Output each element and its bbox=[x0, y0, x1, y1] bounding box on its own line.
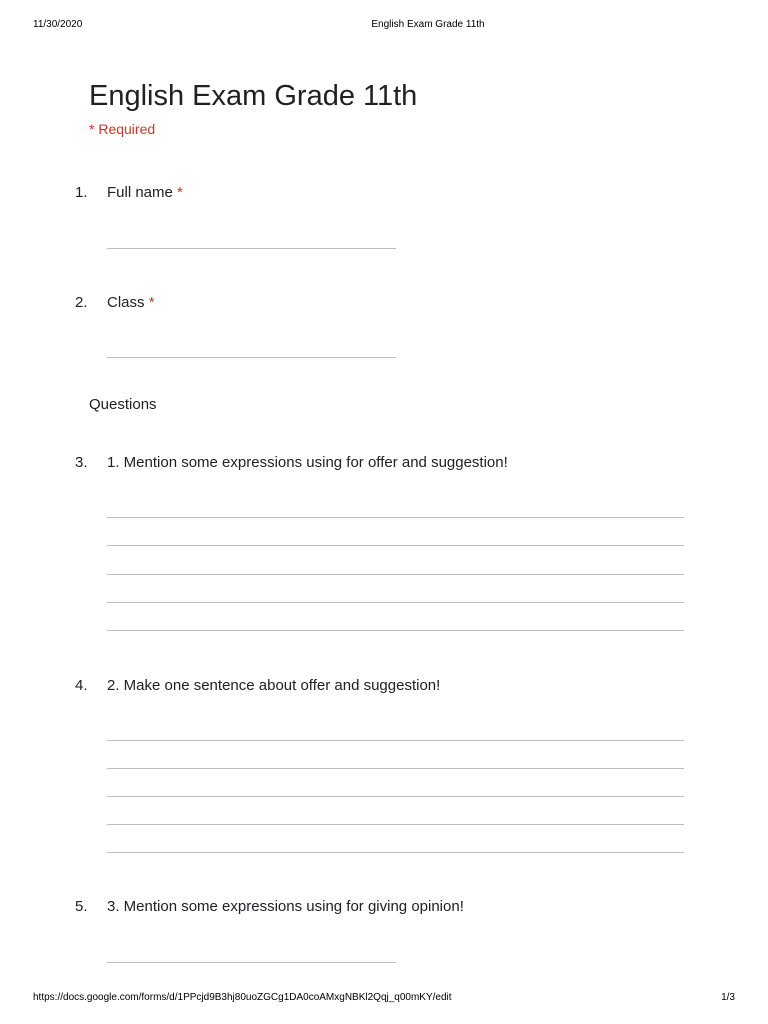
question-label bbox=[107, 294, 155, 311]
question-number: 3. bbox=[75, 454, 88, 471]
required-note: * Required bbox=[89, 121, 156, 137]
print-title: English Exam Grade 11th bbox=[371, 19, 485, 30]
print-date: 11/30/2020 bbox=[33, 19, 83, 30]
answer-line bbox=[107, 740, 684, 741]
form-title: English Exam Grade 11th bbox=[89, 80, 418, 112]
required-star: * bbox=[177, 184, 183, 201]
answer-line bbox=[107, 602, 684, 603]
answer-line bbox=[107, 824, 684, 825]
question-number: 5. bbox=[75, 898, 88, 915]
answer-line bbox=[107, 768, 684, 769]
answer-line bbox=[107, 545, 684, 546]
answer-line bbox=[107, 574, 684, 575]
print-url: https://docs.google.com/forms/d/1PPcjd9B3hj80uoZGCg1DA0coAMxgNBKl2Qqj_q00mKY/edit bbox=[33, 992, 452, 1003]
class-answer-line[interactable] bbox=[107, 357, 396, 358]
answer-line bbox=[107, 796, 684, 797]
question-number: 1. bbox=[75, 184, 88, 201]
question-number: 2. bbox=[75, 294, 88, 311]
question-label bbox=[107, 184, 183, 201]
question-number: 4. bbox=[75, 677, 88, 694]
opinion-answer-line[interactable] bbox=[107, 962, 396, 963]
question-label: 3. Mention some expressions using for giving opinion! bbox=[107, 898, 464, 915]
question-label-text: Full name bbox=[107, 184, 173, 201]
section-title: Questions bbox=[89, 396, 157, 413]
question-label-text: Class bbox=[107, 294, 145, 311]
answer-line bbox=[107, 517, 684, 518]
answer-line bbox=[107, 852, 684, 853]
question-label: 2. Make one sentence about offer and suggestion! bbox=[107, 677, 441, 694]
question-label: 1. Mention some expressions using for offer and suggestion! bbox=[107, 454, 508, 471]
answer-line bbox=[107, 630, 684, 631]
full-name-answer-line[interactable] bbox=[107, 248, 396, 249]
page-number: 1/3 bbox=[721, 992, 735, 1003]
required-star: * bbox=[148, 294, 155, 311]
